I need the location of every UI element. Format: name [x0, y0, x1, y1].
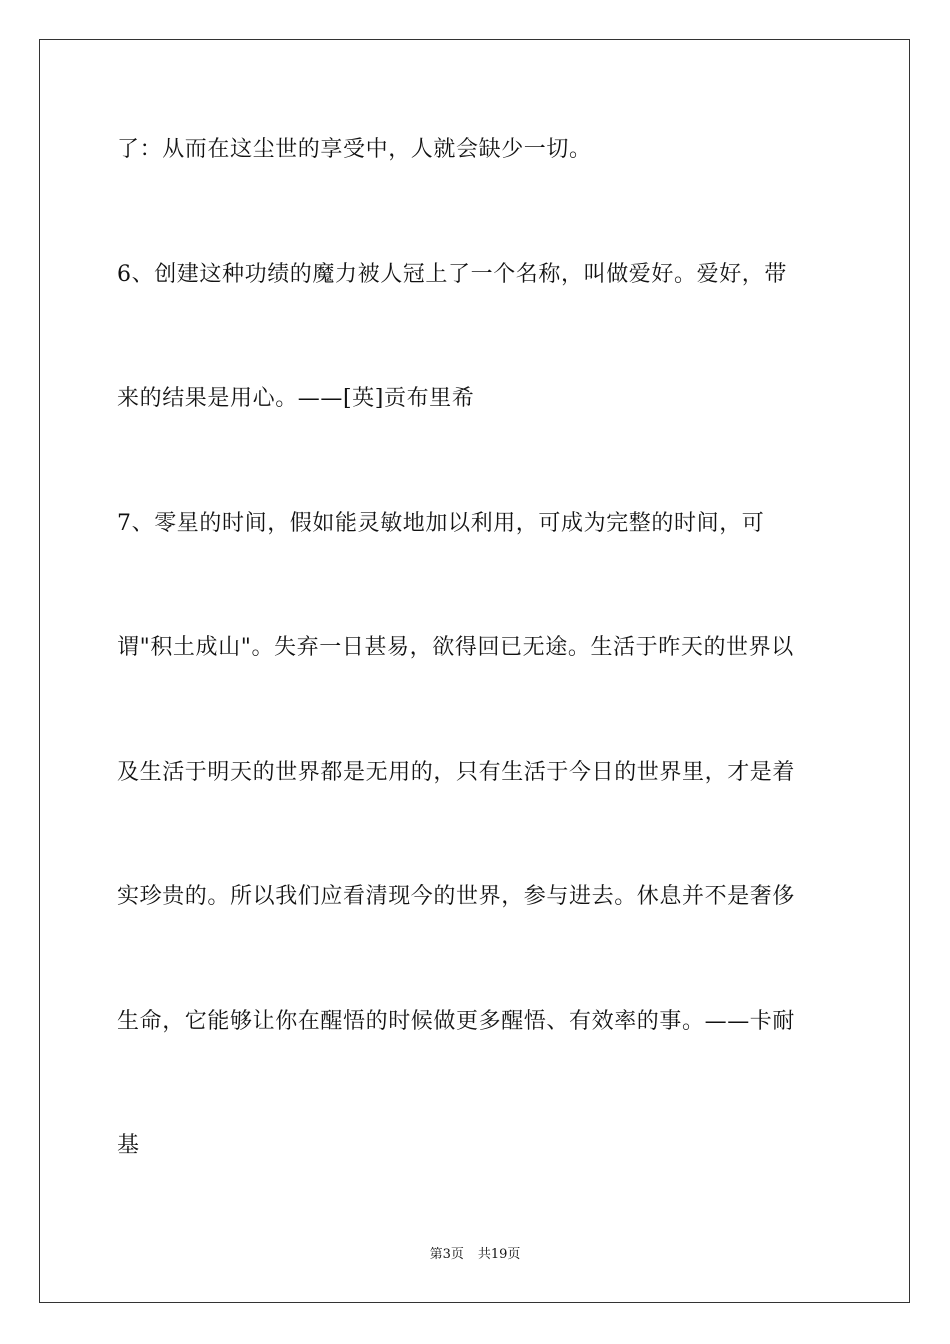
text-line: 基: [117, 1133, 140, 1158]
text-line: 7、零星的时间，假如能灵敏地加以利用，可成为完整的时间，可: [117, 511, 765, 536]
text-line: 及生活于明天的世界都是无用的，只有生活于今日的世界里，才是着: [117, 760, 796, 785]
text-line: 来的结果是用心。——[英]贡布里希: [117, 386, 475, 411]
text-line: 实珍贵的。所以我们应看清现今的世界，参与进去。休息并不是奢侈: [117, 884, 796, 909]
text-line: 6、创建这种功绩的魔力被人冠上了一个名称，叫做爱好。爱好，带: [117, 262, 787, 287]
page-border: [39, 39, 910, 1303]
text-line: 生命，它能够让你在醒悟的时候做更多醒悟、有效率的事。——卡耐: [117, 1009, 796, 1034]
page-total: 共19页: [477, 1247, 521, 1262]
text-line: 了：从而在这尘世的享受中，人就会缺少一切。: [117, 137, 592, 162]
page-footer: [0, 1247, 950, 1263]
text-line: 谓"积土成山"。失弃一日甚易，欲得回已无途。生活于昨天的世界以: [117, 635, 794, 660]
page-number: 第3页: [429, 1247, 464, 1262]
